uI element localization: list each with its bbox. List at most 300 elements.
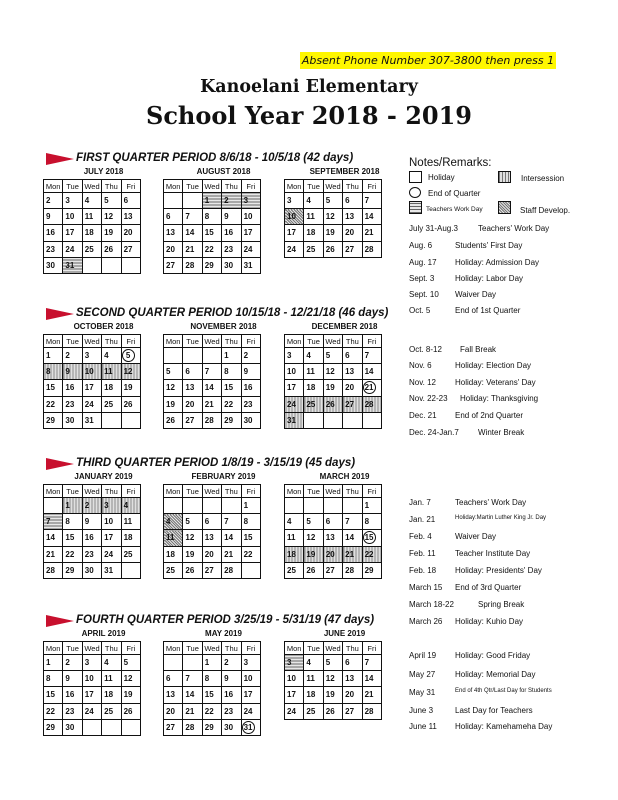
week-row — [164, 703, 261, 719]
weekday-header: Thu — [222, 485, 241, 498]
day-cell: 3 — [63, 193, 82, 209]
day-cell: 29 — [44, 412, 63, 428]
day-cell: 8 — [63, 514, 82, 530]
week-row — [285, 703, 382, 719]
month-calendar — [43, 179, 141, 274]
day-cell: 21 — [183, 703, 202, 719]
note-text: Holiday: Kamehameha Day — [455, 722, 553, 731]
day-cell: 17 — [241, 225, 260, 241]
day-cell: 8 — [241, 514, 260, 530]
day-cell: 5 — [164, 364, 183, 380]
day-cell: 11 — [304, 671, 323, 687]
week-row — [44, 209, 141, 225]
week-row — [44, 396, 141, 412]
note-date: Jan. 7 — [409, 498, 431, 507]
weekday-header-row — [285, 335, 382, 348]
week-row — [285, 687, 382, 703]
day-cell: 3 — [285, 348, 304, 364]
day-cell: 27 — [121, 241, 140, 257]
week-row — [164, 562, 261, 578]
legend-holiday-label: Holiday — [428, 173, 455, 182]
note-date: April 19 — [409, 651, 437, 660]
day-cell: 19 — [304, 546, 323, 562]
quarter-title: FOURTH QUARTER PERIOD 3/25/19 - 5/31/19 (47 days) — [76, 614, 375, 626]
day-cell: 9 — [241, 364, 260, 380]
day-cell: 6 — [183, 364, 202, 380]
day-cell: 28 — [202, 412, 221, 428]
week-row — [164, 412, 261, 428]
note-text: Spring Break — [478, 600, 525, 609]
day-cell: 27 — [164, 257, 183, 273]
day-cell: 14 — [44, 530, 63, 546]
day-cell: 27 — [343, 703, 362, 719]
week-row — [164, 380, 261, 396]
day-cell: 22 — [241, 546, 260, 562]
note-date: June 3 — [409, 706, 434, 715]
day-cell: 23 — [222, 241, 241, 257]
day-cell: 13 — [121, 209, 140, 225]
day-cell: 24 — [285, 396, 304, 412]
day-cell: 25 — [164, 562, 183, 578]
week-row — [285, 671, 382, 687]
month-calendar — [284, 334, 382, 429]
week-row — [164, 514, 261, 530]
note-text: Waiver Day — [455, 290, 497, 299]
note-text: End of 1st Quarter — [455, 306, 521, 315]
weekday-header: Tue — [304, 180, 323, 193]
weekday-header-row — [44, 642, 141, 655]
weekday-header: Thu — [343, 485, 362, 498]
week-row — [164, 225, 261, 241]
weekday-header: Tue — [183, 642, 202, 655]
weekday-header: Thu — [343, 180, 362, 193]
day-cell: 19 — [323, 687, 342, 703]
note-date: March 15 — [409, 583, 443, 592]
weekday-header: Wed — [323, 485, 342, 498]
day-cell: 5 — [323, 348, 342, 364]
day-cell — [164, 193, 183, 209]
month-title: NOVEMBER 2018 — [190, 322, 257, 331]
day-cell: 12 — [164, 380, 183, 396]
day-cell: 2 — [63, 655, 82, 671]
month-calendar — [163, 179, 261, 274]
month-title: MAY 2019 — [205, 629, 242, 638]
day-cell: 11 — [304, 209, 323, 225]
day-cell: 20 — [202, 546, 221, 562]
legend-intersession-label: Intersession — [521, 174, 565, 183]
day-cell: 22 — [44, 703, 63, 719]
month-title: DECEMBER 2018 — [311, 322, 378, 331]
week-row — [285, 514, 382, 530]
day-cell: 21 — [222, 546, 241, 562]
quarter-title: SECOND QUARTER PERIOD 10/15/18 - 12/21/18 (46 days) — [76, 307, 389, 319]
quarter-flag-icon — [46, 153, 74, 165]
day-cell: 7 — [183, 209, 202, 225]
weekday-header: Mon — [285, 335, 304, 348]
note-date: Aug. 17 — [409, 258, 437, 267]
week-row — [44, 530, 141, 546]
week-row — [44, 348, 141, 364]
day-cell: 14 — [343, 530, 362, 546]
day-cell: 6 — [164, 209, 183, 225]
week-row — [285, 193, 382, 209]
week-row — [164, 396, 261, 412]
legend-teachers-work-day-label: Teachers Work Day — [426, 206, 483, 213]
day-cell: 20 — [183, 396, 202, 412]
note-date: June 11 — [409, 722, 437, 731]
absent-phone-banner: Absent Phone Number 307-3800 then press 1 — [301, 54, 555, 67]
weekday-header: Tue — [183, 485, 202, 498]
weekday-header: Tue — [63, 485, 82, 498]
day-cell: 7 — [362, 655, 381, 671]
day-cell: 1 — [44, 655, 63, 671]
day-cell: 17 — [285, 380, 304, 396]
weekday-header: Tue — [63, 642, 82, 655]
month-title: MARCH 2019 — [319, 472, 370, 481]
day-cell: 20 — [164, 703, 183, 719]
month-calendar — [163, 334, 261, 429]
day-cell: 2 — [44, 193, 63, 209]
note-date: Sept. 10 — [409, 290, 439, 299]
weekday-header: Mon — [164, 485, 183, 498]
day-cell: 12 — [121, 364, 140, 380]
week-row — [44, 562, 141, 578]
day-cell: 3 — [285, 193, 304, 209]
day-cell: 7 — [44, 514, 63, 530]
day-cell: 29 — [362, 562, 381, 578]
note-date: Jan. 21 — [409, 515, 436, 524]
day-cell: 19 — [323, 380, 342, 396]
weekday-header-row — [44, 485, 141, 498]
day-cell — [183, 348, 202, 364]
weekday-header: Mon — [44, 485, 63, 498]
day-cell: 4 — [121, 498, 140, 514]
legend-holiday-swatch — [409, 171, 422, 183]
note-date: Sept. 3 — [409, 274, 435, 283]
week-row — [164, 530, 261, 546]
day-cell: 16 — [82, 530, 101, 546]
month-calendar — [284, 641, 382, 720]
day-cell: 19 — [323, 225, 342, 241]
week-row — [44, 364, 141, 380]
day-cell: 23 — [63, 396, 82, 412]
week-row — [44, 719, 141, 735]
day-cell: 17 — [285, 687, 304, 703]
day-cell — [183, 498, 202, 514]
weekday-header-row — [164, 485, 261, 498]
day-cell: 19 — [121, 380, 140, 396]
day-cell: 17 — [82, 687, 101, 703]
weekday-header: Mon — [164, 180, 183, 193]
day-cell: 25 — [121, 546, 140, 562]
note-text: End of 4th Qtr/Last Day for Students — [455, 688, 552, 694]
day-cell: 22 — [202, 703, 221, 719]
day-cell: 8 — [44, 364, 63, 380]
week-row — [44, 514, 141, 530]
weekday-header: Fri — [241, 485, 260, 498]
day-cell: 14 — [202, 380, 221, 396]
week-row — [44, 498, 141, 514]
week-row — [164, 719, 261, 735]
day-cell: 6 — [343, 655, 362, 671]
day-cell: 26 — [323, 703, 342, 719]
day-cell: 13 — [164, 225, 183, 241]
day-cell — [362, 412, 381, 428]
day-cell: 4 — [304, 348, 323, 364]
day-cell — [183, 193, 202, 209]
day-cell: 11 — [102, 671, 121, 687]
day-cell: 14 — [362, 209, 381, 225]
day-cell — [102, 412, 121, 428]
day-cell: 5 — [183, 514, 202, 530]
day-cell: 20 — [323, 546, 342, 562]
week-row — [44, 257, 141, 273]
day-cell: 15 — [241, 530, 260, 546]
weekday-header: Wed — [323, 335, 342, 348]
end-of-quarter-circle: 15 — [363, 531, 376, 544]
note-text: Holiday: Kuhio Day — [455, 617, 524, 626]
day-cell: 26 — [323, 396, 342, 412]
day-cell: 18 — [285, 546, 304, 562]
day-cell: 17 — [82, 380, 101, 396]
day-cell — [202, 348, 221, 364]
quarter-title: THIRD QUARTER PERIOD 1/8/19 - 3/15/19 (45 days) — [76, 457, 356, 469]
day-cell: 4 — [102, 655, 121, 671]
day-cell: 18 — [102, 380, 121, 396]
note-date: Oct. 5 — [409, 306, 431, 315]
day-cell: 10 — [102, 514, 121, 530]
day-cell: 9 — [63, 671, 82, 687]
week-row — [285, 546, 382, 562]
day-cell: 13 — [343, 364, 362, 380]
week-row — [164, 209, 261, 225]
day-cell: 14 — [183, 225, 202, 241]
week-row — [164, 671, 261, 687]
day-cell: 25 — [304, 241, 323, 257]
day-cell: 25 — [304, 703, 323, 719]
day-cell: 19 — [102, 225, 121, 241]
day-cell: 24 — [241, 703, 260, 719]
day-cell: 22 — [202, 241, 221, 257]
day-cell — [121, 719, 140, 735]
day-cell: 24 — [285, 703, 304, 719]
month-calendar — [43, 641, 141, 736]
weekday-header-row — [285, 642, 382, 655]
note-date: Nov. 22-23 — [409, 394, 448, 403]
day-cell: 9 — [44, 209, 63, 225]
day-cell: 7 — [362, 348, 381, 364]
weekday-header: Thu — [222, 180, 241, 193]
day-cell: 14 — [183, 687, 202, 703]
note-date: March 18-22 — [409, 600, 454, 609]
day-cell: 3 — [82, 655, 101, 671]
week-row — [285, 241, 382, 257]
day-cell: 30 — [241, 412, 260, 428]
day-cell: 3 — [241, 655, 260, 671]
day-cell: 30 — [44, 257, 63, 273]
day-cell — [304, 412, 323, 428]
month-calendar — [43, 484, 141, 579]
day-cell: 12 — [304, 530, 323, 546]
day-cell: 3 — [285, 655, 304, 671]
weekday-header-row — [44, 180, 141, 193]
day-cell: 28 — [362, 396, 381, 412]
day-cell: 8 — [202, 671, 221, 687]
note-text: Holiday: Good Friday — [455, 651, 531, 660]
day-cell: 11 — [121, 514, 140, 530]
day-cell: 23 — [222, 703, 241, 719]
day-cell: 18 — [304, 225, 323, 241]
day-cell: 15 — [63, 530, 82, 546]
day-cell: 12 — [102, 209, 121, 225]
weekday-header: Wed — [82, 180, 101, 193]
week-row — [44, 380, 141, 396]
day-cell: 21 — [362, 687, 381, 703]
note-date: July 31-Aug.3 — [409, 224, 458, 233]
weekday-header: Tue — [63, 335, 82, 348]
note-date: Nov. 12 — [409, 378, 436, 387]
week-row — [285, 498, 382, 514]
day-cell: 18 — [164, 546, 183, 562]
day-cell: 20 — [343, 380, 362, 396]
day-cell: 24 — [63, 241, 82, 257]
day-cell: 9 — [63, 364, 82, 380]
month-calendar — [284, 484, 382, 579]
weekday-header: Thu — [222, 335, 241, 348]
day-cell: 26 — [323, 241, 342, 257]
day-cell: 24 — [82, 703, 101, 719]
weekday-header: Thu — [102, 642, 121, 655]
day-cell: 9 — [222, 209, 241, 225]
day-cell: 15 — [202, 225, 221, 241]
day-cell: 21 — [44, 546, 63, 562]
day-cell: 15 — [222, 380, 241, 396]
day-cell: 4 — [102, 348, 121, 364]
week-row — [44, 546, 141, 562]
note-text: Last Day for Teachers — [455, 706, 533, 715]
day-cell: 5 — [323, 193, 342, 209]
day-cell: 6 — [164, 671, 183, 687]
day-cell: 9 — [222, 671, 241, 687]
weekday-header: Fri — [362, 335, 381, 348]
week-row — [44, 655, 141, 671]
day-cell: 14 — [362, 364, 381, 380]
day-cell: 29 — [63, 562, 82, 578]
day-cell: 25 — [304, 396, 323, 412]
day-cell — [222, 498, 241, 514]
month-title: APRIL 2019 — [81, 629, 126, 638]
day-cell: 12 — [323, 364, 342, 380]
month-calendar — [163, 484, 261, 579]
weekday-header: Wed — [323, 642, 342, 655]
day-cell: 17 — [63, 225, 82, 241]
day-cell: 29 — [202, 719, 221, 735]
week-row — [164, 655, 261, 671]
weekday-header-row — [44, 335, 141, 348]
day-cell: 12 — [121, 671, 140, 687]
day-cell: 3 — [241, 193, 260, 209]
day-cell — [362, 530, 381, 546]
day-cell: 18 — [304, 687, 323, 703]
day-cell: 23 — [44, 241, 63, 257]
week-row — [44, 703, 141, 719]
week-row — [164, 498, 261, 514]
day-cell: 1 — [202, 655, 221, 671]
week-row — [285, 655, 382, 671]
day-cell: 21 — [362, 225, 381, 241]
week-row — [164, 546, 261, 562]
weekday-header: Fri — [121, 642, 140, 655]
weekday-header: Wed — [323, 180, 342, 193]
day-cell: 13 — [343, 671, 362, 687]
day-cell: 26 — [121, 703, 140, 719]
day-cell: 6 — [202, 514, 221, 530]
day-cell: 7 — [222, 514, 241, 530]
day-cell: 24 — [102, 546, 121, 562]
weekday-header: Fri — [362, 642, 381, 655]
week-row — [44, 671, 141, 687]
weekday-header: Tue — [304, 485, 323, 498]
week-row — [285, 562, 382, 578]
day-cell: 25 — [82, 241, 101, 257]
day-cell: 10 — [285, 364, 304, 380]
day-cell: 28 — [343, 562, 362, 578]
weekday-header: Fri — [241, 335, 260, 348]
weekday-header: Mon — [164, 335, 183, 348]
note-text: Teachers' Work Day — [478, 224, 550, 233]
week-row — [285, 530, 382, 546]
legend-end-of-quarter-label: End of Quarter — [428, 189, 481, 198]
day-cell: 6 — [343, 193, 362, 209]
weekday-header: Thu — [102, 335, 121, 348]
day-cell: 18 — [102, 687, 121, 703]
day-cell: 4 — [164, 514, 183, 530]
day-cell — [102, 719, 121, 735]
weekday-header: Thu — [102, 180, 121, 193]
weekday-header: Wed — [202, 485, 221, 498]
day-cell: 16 — [63, 380, 82, 396]
legend-intersession-swatch — [498, 171, 511, 183]
note-text: End of 3rd Quarter — [455, 583, 522, 592]
day-cell: 13 — [343, 209, 362, 225]
day-cell: 14 — [222, 530, 241, 546]
day-cell: 14 — [362, 671, 381, 687]
weekday-header: Fri — [121, 180, 140, 193]
weekday-header: Wed — [82, 642, 101, 655]
day-cell: 13 — [323, 530, 342, 546]
day-cell: 11 — [82, 209, 101, 225]
legend-end-of-quarter-circle — [409, 187, 421, 198]
note-date: Dec. 24-Jan.7 — [409, 428, 459, 437]
day-cell: 8 — [44, 671, 63, 687]
day-cell: 17 — [285, 225, 304, 241]
day-cell: 8 — [222, 364, 241, 380]
day-cell: 3 — [102, 498, 121, 514]
note-text: Holiday: Admission Day — [455, 258, 540, 267]
day-cell: 12 — [323, 209, 342, 225]
week-row — [44, 225, 141, 241]
week-row — [44, 687, 141, 703]
weekday-header: Thu — [102, 485, 121, 498]
day-cell: 22 — [63, 546, 82, 562]
note-date: May 27 — [409, 670, 436, 679]
note-text: Fall Break — [460, 345, 497, 354]
note-date: Feb. 18 — [409, 566, 437, 575]
day-cell: 19 — [164, 396, 183, 412]
day-cell: 7 — [183, 671, 202, 687]
legend-teachers-work-day-swatch — [409, 201, 422, 214]
weekday-header: Wed — [202, 180, 221, 193]
